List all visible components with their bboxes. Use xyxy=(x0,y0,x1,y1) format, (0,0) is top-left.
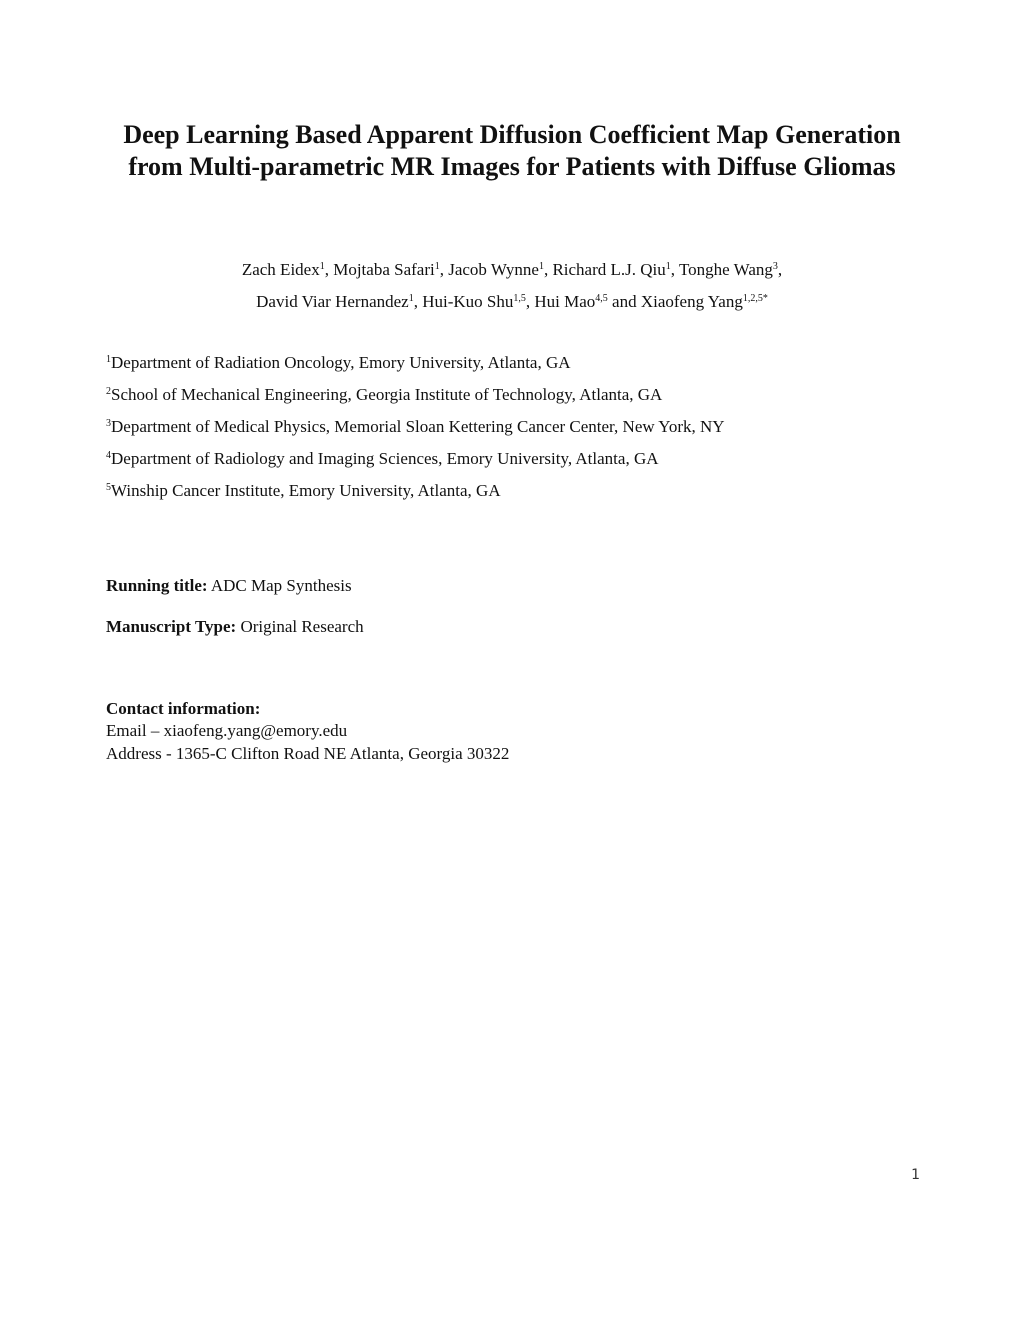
author-affiliation-mark: 3 xyxy=(772,261,778,272)
author-affiliation-mark: 1,5 xyxy=(513,293,526,304)
running-title-label: Running title: xyxy=(106,576,208,595)
author-affiliation-mark: 1 xyxy=(538,261,544,272)
author-separator: and xyxy=(607,292,641,311)
contact-address: Address - 1365-C Clifton Road NE Atlanta, Georgia 30322 xyxy=(106,744,510,763)
author-separator: , xyxy=(324,260,334,279)
author-line-1 xyxy=(0,254,1024,286)
author-affiliation-mark: 1 xyxy=(434,261,440,272)
affiliation-number: 1 xyxy=(106,354,111,365)
title-line-1: Deep Learning Based Apparent Diffusion Coefficient Map Generation xyxy=(123,120,901,149)
manuscript-type xyxy=(106,616,364,638)
affiliation-list xyxy=(106,347,725,507)
author-name: Hui Mao xyxy=(534,292,596,311)
contact-email: Email – xiaofeng.yang@emory.edu xyxy=(106,721,348,740)
author-separator: , xyxy=(439,260,449,279)
author-separator: , xyxy=(525,292,535,311)
author-affiliation-mark: 1 xyxy=(319,261,325,272)
author-affiliation-mark: 1,2,5* xyxy=(742,293,768,304)
affiliation-item xyxy=(106,347,725,379)
author-list xyxy=(0,254,1024,318)
affiliation-text: Winship Cancer Institute, Emory University, Atlanta, GA xyxy=(111,481,501,500)
affiliation-item xyxy=(106,379,725,411)
affiliation-text: Department of Medical Physics, Memorial Sloan Kettering Cancer Center, New York, NY xyxy=(111,417,725,436)
author-name: Mojtaba Safari xyxy=(333,260,435,279)
author-name: Jacob Wynne xyxy=(448,260,539,279)
affiliation-text: Department of Radiology and Imaging Sciences, Emory University, Atlanta, GA xyxy=(111,449,659,468)
author-name: Tonghe Wang xyxy=(678,260,773,279)
author-name: Xiaofeng Yang xyxy=(640,292,743,311)
affiliation-item xyxy=(106,443,725,475)
author-affiliation-mark: 4,5 xyxy=(595,293,608,304)
running-title-value: ADC Map Synthesis xyxy=(207,576,352,595)
author-affiliation-mark: 1 xyxy=(408,293,414,304)
author-separator: , xyxy=(543,260,553,279)
manuscript-type-label: Manuscript Type: xyxy=(106,617,237,636)
paper-title xyxy=(0,119,1024,183)
affiliation-item xyxy=(106,475,725,507)
title-line-2: from Multi-parametric MR Images for Patients with Diffuse Gliomas xyxy=(128,152,896,181)
author-name: Zach Eidex xyxy=(241,260,320,279)
author-name: David Viar Hernandez xyxy=(256,292,409,311)
author-affiliation-mark: 1 xyxy=(665,261,671,272)
affiliation-item xyxy=(106,411,725,443)
manuscript-type-value: Original Research xyxy=(236,617,364,636)
affiliation-number: 4 xyxy=(106,450,111,461)
affiliation-number: 3 xyxy=(106,418,111,429)
author-line-2 xyxy=(0,286,1024,318)
page-number: 1 xyxy=(911,1167,920,1183)
affiliation-number: 2 xyxy=(106,386,111,397)
author-separator: , xyxy=(670,260,679,279)
affiliation-text: Department of Radiation Oncology, Emory University, Atlanta, GA xyxy=(111,353,571,372)
author-separator: , xyxy=(413,292,423,311)
affiliation-text: School of Mechanical Engineering, Georgia Institute of Technology, Atlanta, GA xyxy=(111,385,663,404)
author-separator: , xyxy=(777,260,783,279)
author-name: Hui-Kuo Shu xyxy=(422,292,514,311)
contact-heading: Contact information: xyxy=(106,699,261,718)
author-name: Richard L.J. Qiu xyxy=(552,260,666,279)
running-title xyxy=(106,575,352,597)
affiliation-number: 5 xyxy=(106,482,111,493)
